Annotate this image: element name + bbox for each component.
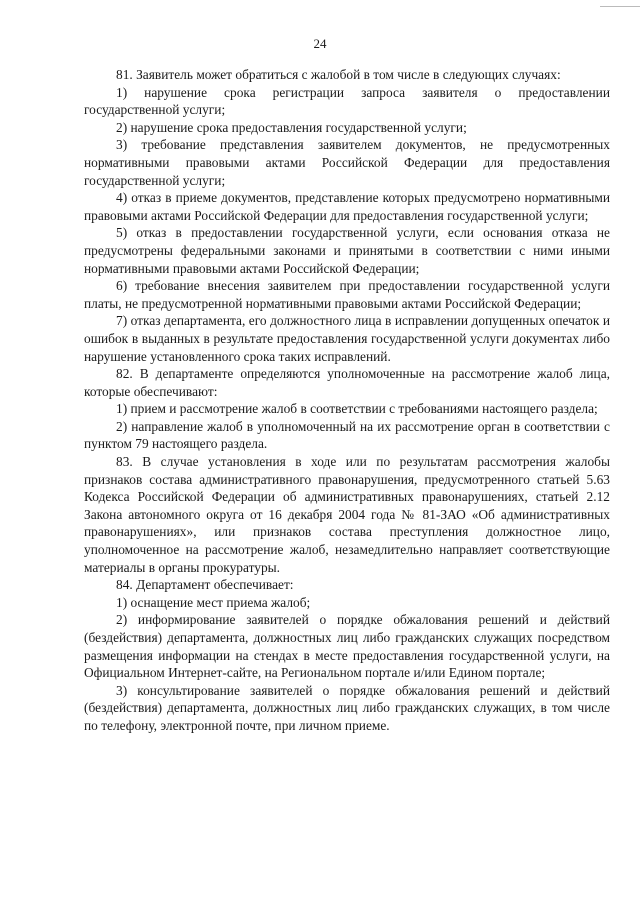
document-body — [84, 66, 610, 735]
paragraph-82: 82. В департаменте определяются уполномоченные на рассмотрение жалоб лица, которые обеспечивают: — [84, 366, 610, 399]
scan-edge-mark — [600, 0, 640, 7]
paragraph-81: 81. Заявитель может обратиться с жалобой в том числе в следующих случаях: — [116, 67, 561, 82]
list-item-82-1: 1) прием и рассмотрение жалоб в соответствии с требованиями настоящего раздела; — [116, 401, 598, 417]
page-number: 24 — [313, 36, 327, 51]
list-item-84-2: 2) информирование заявителей о порядке обжалования решений и действий (бездействия) департамента, должностных лиц либо гражданских служащих посредством размещения информации на стендах в месте предоставления государственной услуги, на Официальном Интернет-сайте, на Региональном портале и/или Едином портале; — [84, 612, 610, 681]
list-item-84-1: 1) оснащение мест приема жалоб; — [116, 594, 311, 610]
list-item-82-2: 2) направление жалоб в уполномоченный на их рассмотрение орган в соответствии с пунктом 79 настоящего раздела. — [84, 418, 610, 452]
list-item-81-4: 4) отказ в приеме документов, представление которых предусмотрено нормативными правовыми актами Российской Федерации для предоставления государственной услуги; — [84, 190, 610, 223]
list-item-81-1: 1) нарушение срока регистрации запроса заявителя о предоставлении государственной услуги; — [84, 84, 610, 118]
paragraph-83: 83. В случае установления в ходе или по результатам рассмотрения жалобы признаков состава административного правонарушения, предусмотренного статьей 5.63 Кодекса Российской Федерации об административных правонарушениях, статьей 2.12 Закона автономного округа от 16 декабря 2004 года № 81-ЗАО «Об административных правонарушениях», или признаков состава преступления должностное лицо, уполномоченное на рассмотрение жалоб, незамедлительно направляет соответствующие материалы в органы прокуратуры. — [84, 454, 610, 575]
list-item-81-5: 5) отказ в предоставлении государственной услуги, если основания отказа не предусмотрены федеральными законами и принятыми в соответствии с ними иными нормативными правовыми актами Российской Федерации; — [84, 225, 610, 276]
list-item-84-3: 3) консультирование заявителей о порядке обжалования решений и действий (бездействия) департамента, должностных лиц либо гражданских служащих, в том числе по телефону, электронной почте, при личном приеме. — [84, 682, 610, 733]
list-item-81-6: 6) требование внесения заявителем при предоставлении государственной услуги платы, не предусмотренной нормативными правовыми актами Российской Федерации; — [84, 278, 610, 311]
paragraph-84: 84. Департамент обеспечивает: — [116, 577, 294, 593]
list-item-81-7: 7) отказ департамента, его должностного лица в исправлении допущенных опечаток и ошибок в выданных в результате предоставления государственной услуги документах либо нарушение установленного срока таких исправлений. — [84, 313, 610, 364]
list-item-81-2: 2) нарушение срока предоставления государственной услуги; — [116, 119, 467, 135]
list-item-81-3: 3) требование представления заявителем документов, не предусмотренных нормативными правовыми актами Российской Федерации для предоставления государственной услуги; — [84, 137, 610, 188]
